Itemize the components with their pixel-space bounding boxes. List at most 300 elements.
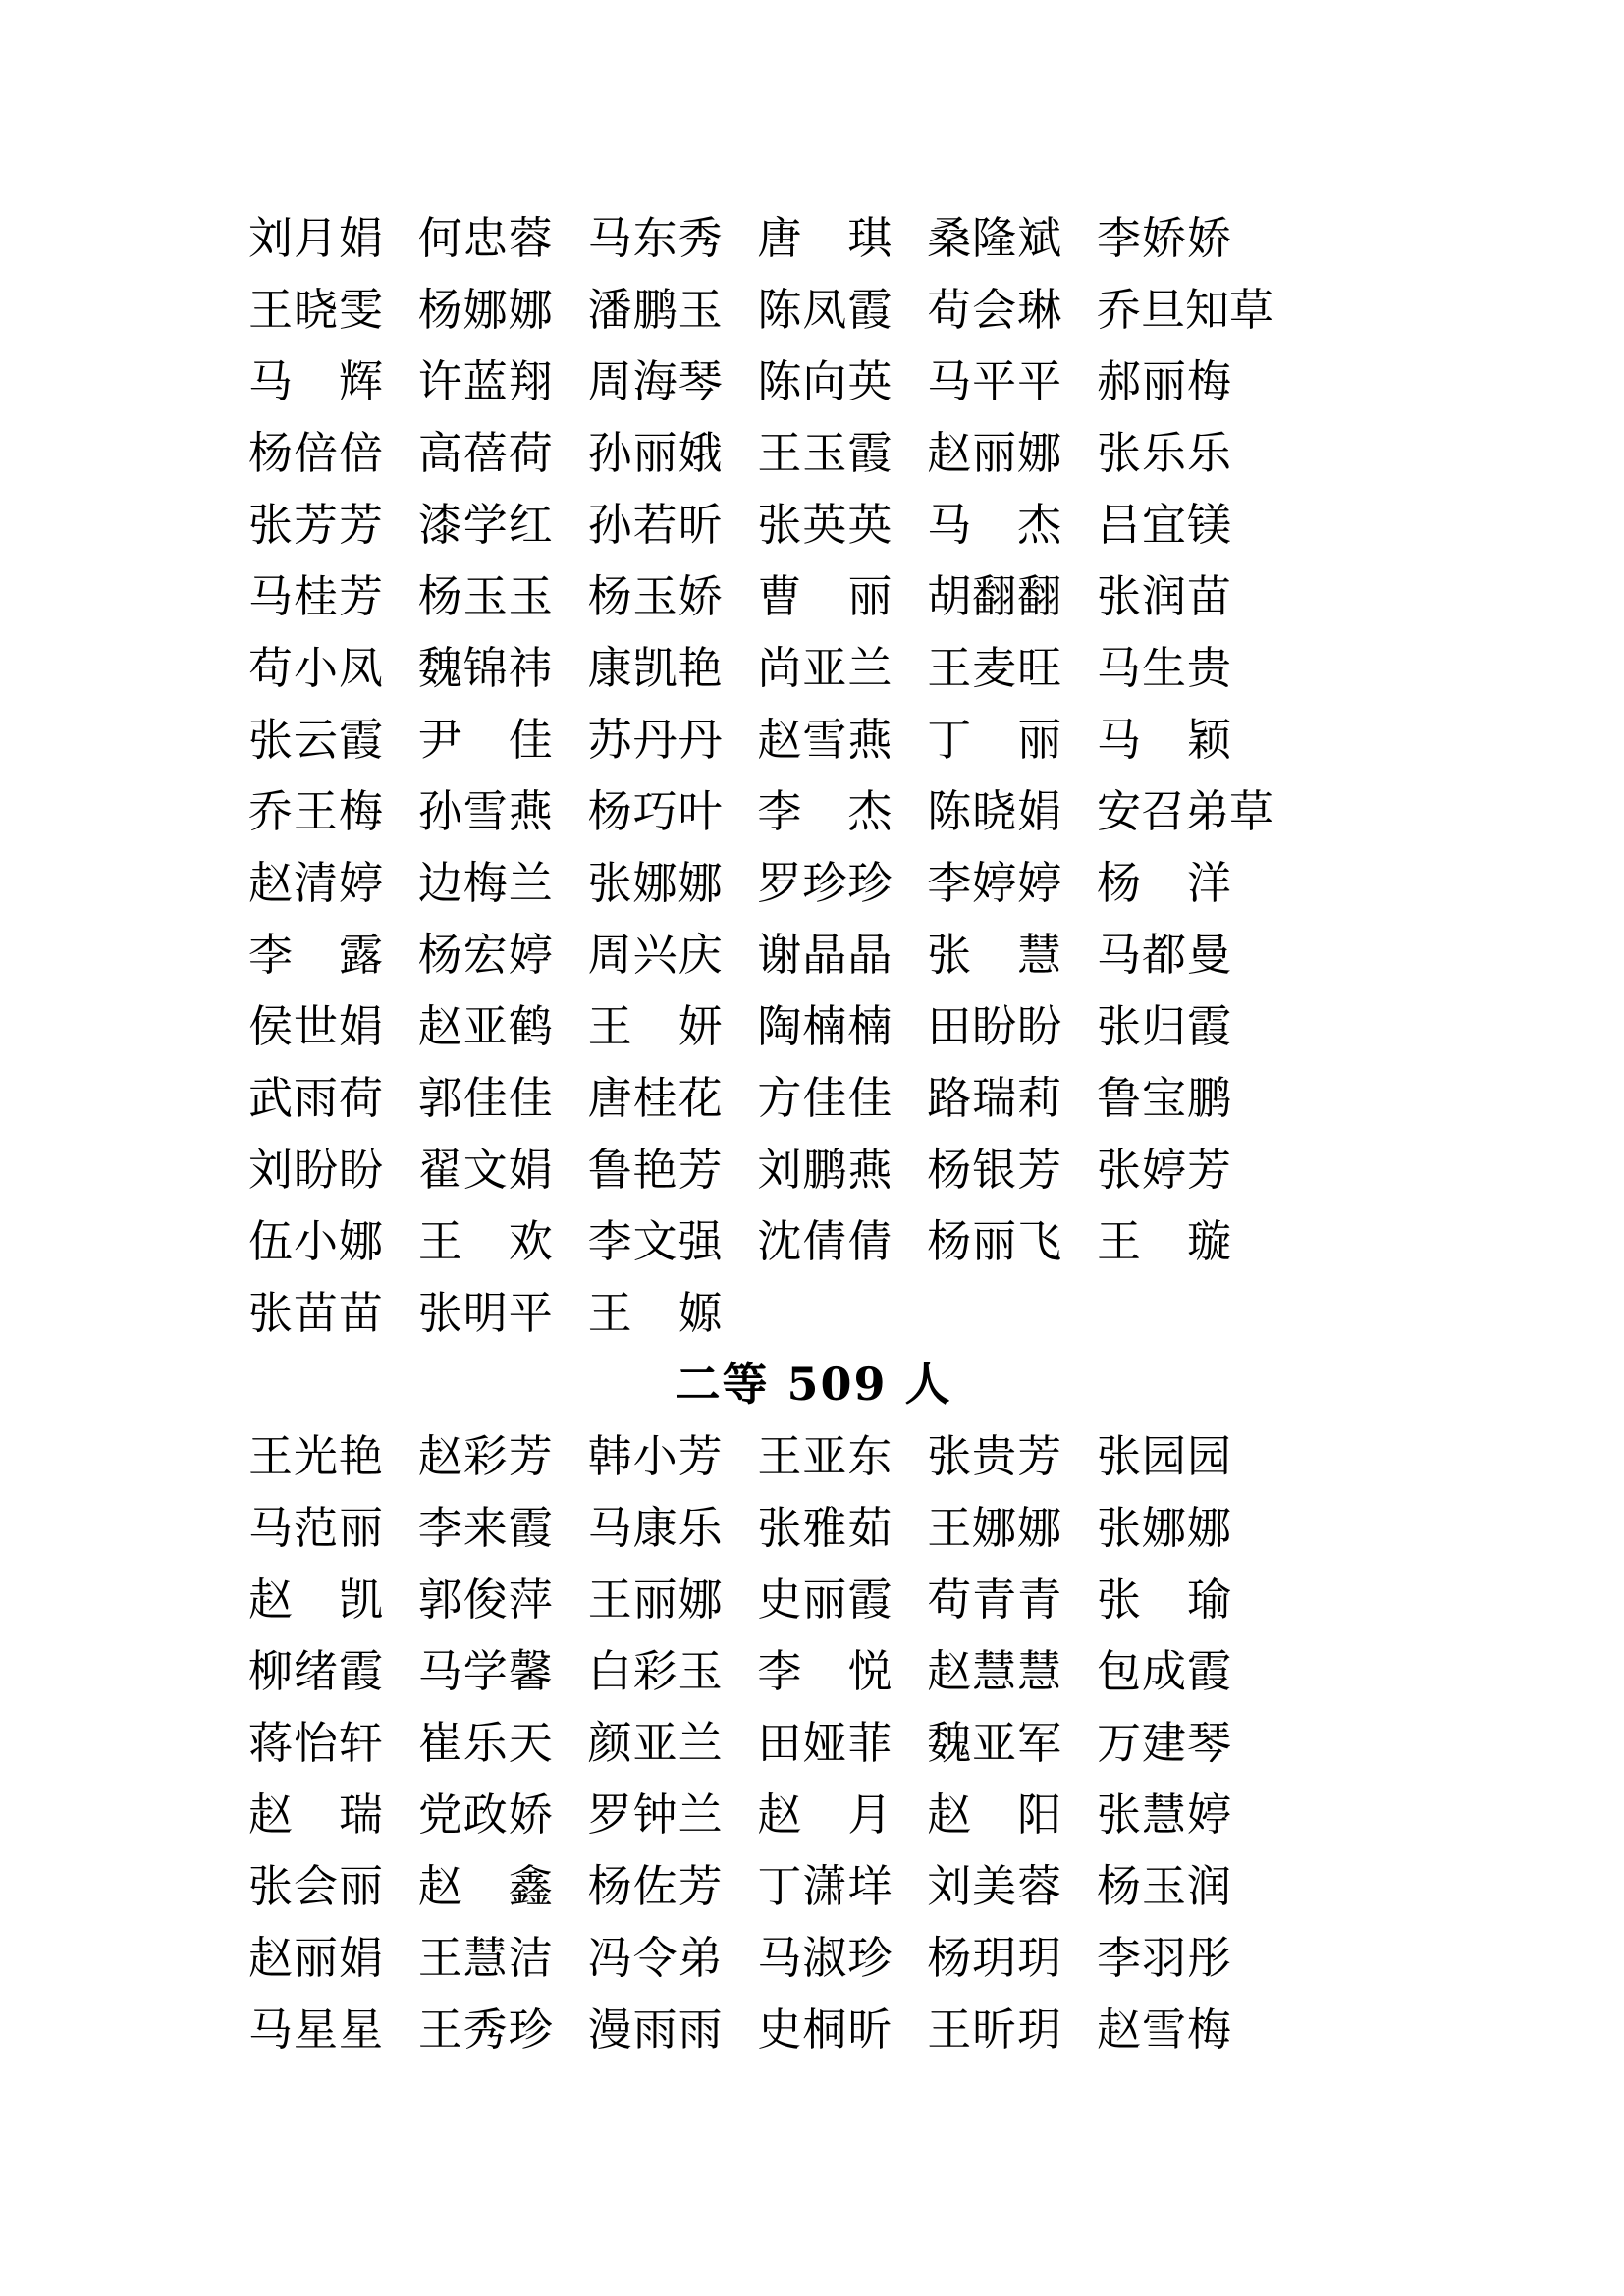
name-character: 乐: [462, 1717, 508, 1769]
name-character: 佐: [632, 1860, 677, 1912]
name-row: [248, 274, 1379, 346]
name-character: 佳: [508, 1072, 553, 1124]
name-character: 丽: [1017, 714, 1062, 766]
name-character: 英: [847, 499, 893, 551]
name-character: 镁: [1186, 499, 1231, 551]
name-character: 盼: [338, 1144, 383, 1196]
name-character: 张: [927, 929, 972, 981]
name-character: 潘: [587, 284, 632, 336]
person-name: [248, 1564, 383, 1635]
name-character: 马: [248, 355, 294, 407]
name-character: 茹: [847, 1502, 893, 1554]
name-character: 郭: [417, 1574, 462, 1626]
name-character: 彩: [632, 1645, 677, 1697]
name-character: 霞: [1186, 1000, 1231, 1052]
name-character: 苗: [1186, 570, 1231, 622]
name-character: 尚: [757, 642, 802, 694]
name-character: 桑: [927, 212, 972, 264]
person-name: [248, 990, 383, 1062]
name-character: 杨: [417, 284, 462, 336]
name-character: 田: [757, 1717, 802, 1769]
name-character: 盼: [972, 1000, 1017, 1052]
name-character: 芳: [1017, 1144, 1062, 1196]
name-character: 丽: [293, 1932, 338, 1984]
person-name: [248, 1994, 383, 2065]
name-character: 张: [1096, 1574, 1141, 1626]
person-name: [1097, 1564, 1231, 1635]
name-character: 赵: [248, 1574, 294, 1626]
name-character: 杨: [1096, 857, 1141, 909]
name-row: [248, 1492, 1379, 1564]
name-character: 小: [632, 1430, 677, 1482]
name-row: [248, 1850, 1379, 1922]
name-character: 东: [847, 1430, 893, 1482]
person-name: [757, 1922, 892, 1994]
name-character: 彤: [1186, 1932, 1231, 1984]
name-character: 盼: [293, 1144, 338, 1196]
name-character: 垟: [847, 1860, 893, 1912]
name-character: 王: [927, 642, 972, 694]
name-character: 王: [587, 1287, 632, 1339]
name-character: 桂: [293, 570, 338, 622]
person-name: [418, 561, 553, 632]
name-character: 昕: [677, 499, 723, 551]
name-character: 斌: [1017, 212, 1062, 264]
name-character: 婷: [972, 857, 1017, 909]
name-character: 芳: [338, 570, 383, 622]
name-character: 归: [1141, 1000, 1186, 1052]
name-character: 海: [632, 355, 677, 407]
name-character: 孙: [417, 785, 462, 837]
name-character: 倍: [338, 427, 383, 479]
name-character: 刘: [248, 1144, 294, 1196]
name-character: 娟: [338, 1000, 383, 1052]
name-character: 慧: [462, 1932, 508, 1984]
person-name: [757, 847, 892, 919]
name-character: 杨: [417, 929, 462, 981]
name-character: 杰: [1017, 499, 1062, 551]
person-name: [418, 1420, 553, 1492]
name-character: 来: [462, 1502, 508, 1554]
name-character: 杰: [847, 785, 893, 837]
name-character: 丹: [677, 714, 723, 766]
name-character: 英: [802, 499, 847, 551]
name-character: 祎: [508, 642, 553, 694]
name-character: 李: [248, 929, 294, 981]
person-name: [248, 1492, 383, 1564]
person-name: [418, 990, 553, 1062]
name-character: 漆: [417, 499, 462, 551]
name-character: 怡: [293, 1717, 338, 1769]
person-name: [927, 1707, 1061, 1779]
name-character: 马: [587, 212, 632, 264]
name-character: 蓉: [508, 212, 553, 264]
name-character: 玉: [508, 570, 553, 622]
person-name: [248, 847, 383, 919]
name-character: 弟: [677, 1932, 723, 1984]
name-row: [248, 1994, 1379, 2065]
name-character: 巧: [632, 785, 677, 837]
name-list: [248, 202, 1379, 2065]
name-character: 艳: [632, 1144, 677, 1196]
name-character: 玥: [1017, 1932, 1062, 1984]
name-character: 盼: [1017, 1000, 1062, 1052]
name-character: 丽: [632, 427, 677, 479]
name-character: 王: [417, 1215, 462, 1267]
name-character: 忠: [462, 212, 508, 264]
name-character: 旦: [1141, 284, 1186, 336]
name-character: 杨: [927, 1932, 972, 1984]
name-character: 宝: [1141, 1072, 1186, 1124]
name-character: 赵: [927, 1645, 972, 1697]
name-character: 蓝: [462, 355, 508, 407]
person-name: [588, 1564, 723, 1635]
person-name: [927, 1134, 1061, 1205]
name-character: 史: [757, 2003, 802, 2056]
name-character: 蒋: [248, 1717, 294, 1769]
name-character: 玉: [677, 284, 723, 336]
person-name: [757, 632, 892, 704]
person-name: [757, 1635, 892, 1707]
name-character: 马: [417, 1645, 462, 1697]
name-character: 军: [1017, 1717, 1062, 1769]
name-row: [248, 346, 1379, 417]
name-character: 凯: [338, 1574, 383, 1626]
person-name: [757, 1779, 892, 1850]
name-row: [248, 632, 1379, 704]
name-character: 罗: [757, 857, 802, 909]
person-name: [927, 1062, 1061, 1134]
name-character: 雯: [338, 284, 383, 336]
name-character: 世: [293, 1000, 338, 1052]
name-character: 都: [1141, 929, 1186, 981]
name-character: 玉: [1141, 1860, 1186, 1912]
name-character: 彩: [462, 1430, 508, 1482]
name-character: 珍: [847, 857, 893, 909]
name-character: 马: [1096, 714, 1141, 766]
person-name: [588, 1134, 723, 1205]
name-character: 丁: [757, 1860, 802, 1912]
person-name: [248, 1635, 383, 1707]
name-character: 倩: [802, 1215, 847, 1267]
person-name: [1097, 1779, 1231, 1850]
name-character: 张: [248, 1860, 294, 1912]
name-character: 玉: [802, 427, 847, 479]
name-character: 楠: [847, 1000, 893, 1052]
name-character: 范: [293, 1502, 338, 1554]
name-character: 润: [1141, 570, 1186, 622]
name-character: 赵: [248, 1789, 294, 1841]
person-name: [248, 1134, 383, 1205]
name-character: 晶: [802, 929, 847, 981]
name-character: 鹏: [802, 1144, 847, 1196]
name-character: 玉: [462, 570, 508, 622]
name-character: 娜: [677, 857, 723, 909]
name-character: 丽: [338, 1502, 383, 1554]
name-character: 慧: [972, 1645, 1017, 1697]
person-name: [757, 1134, 892, 1205]
name-character: 潇: [802, 1860, 847, 1912]
name-character: 俊: [462, 1574, 508, 1626]
person-name: [927, 346, 1061, 417]
name-character: 乐: [1141, 427, 1186, 479]
person-name: [588, 775, 723, 847]
name-row: [248, 489, 1379, 561]
name-character: 丽: [1141, 355, 1186, 407]
name-character: 艳: [338, 1430, 383, 1482]
name-character: 亚: [802, 1430, 847, 1482]
name-character: 党: [417, 1789, 462, 1841]
person-name: [248, 489, 383, 561]
name-character: 李: [417, 1502, 462, 1554]
person-name: [927, 1420, 1061, 1492]
name-character: 翔: [508, 355, 553, 407]
person-name: [248, 1420, 383, 1492]
name-character: 芳: [1186, 1144, 1231, 1196]
name-character: 小: [293, 642, 338, 694]
name-character: 琴: [1186, 1717, 1231, 1769]
name-character: 康: [632, 1502, 677, 1554]
name-character: 梅: [338, 785, 383, 837]
name-character: 马: [587, 1502, 632, 1554]
name-character: 杨: [927, 1215, 972, 1267]
name-character: 张: [248, 714, 294, 766]
person-name: [418, 919, 553, 990]
name-character: 旺: [1017, 642, 1062, 694]
person-name: [1097, 561, 1231, 632]
name-character: 兰: [508, 857, 553, 909]
name-character: 欢: [508, 1215, 553, 1267]
name-character: 杨: [417, 570, 462, 622]
name-character: 刘: [248, 212, 294, 264]
person-name: [1097, 274, 1273, 346]
name-character: 陈: [757, 355, 802, 407]
person-name: [927, 847, 1061, 919]
name-character: 艳: [677, 642, 723, 694]
section-heading: 二等 509 人: [675, 1358, 952, 1411]
name-character: 琴: [677, 355, 723, 407]
person-name: [1097, 775, 1273, 847]
name-character: 史: [757, 1574, 802, 1626]
name-row: [248, 202, 1379, 274]
name-character: 尹: [417, 714, 462, 766]
name-character: 隆: [972, 212, 1017, 264]
person-name: [927, 1205, 1061, 1277]
name-character: 婷: [508, 929, 553, 981]
name-character: 霞: [847, 284, 893, 336]
name-character: 洁: [508, 1932, 553, 1984]
name-character: 王: [757, 427, 802, 479]
name-character: 冯: [587, 1932, 632, 1984]
name-character: 赵: [927, 427, 972, 479]
name-character: 霞: [1186, 1645, 1231, 1697]
name-character: 田: [927, 1000, 972, 1052]
name-character: 倩: [847, 1215, 893, 1267]
person-name: [927, 202, 1061, 274]
person-name: [927, 1635, 1061, 1707]
name-character: 雨: [293, 1072, 338, 1124]
person-name: [757, 417, 892, 489]
name-character: 昕: [972, 2003, 1017, 2056]
person-name: [588, 561, 723, 632]
person-name: [248, 775, 383, 847]
name-character: 张: [248, 1287, 294, 1339]
person-name: [927, 561, 1061, 632]
person-name: [1097, 1635, 1231, 1707]
name-character: 乐: [1186, 427, 1231, 479]
name-character: 鑫: [508, 1860, 553, 1912]
person-name: [248, 417, 383, 489]
name-character: 张: [1096, 1144, 1141, 1196]
name-character: 莉: [1017, 1072, 1062, 1124]
name-character: 芳: [677, 1860, 723, 1912]
name-character: 张: [587, 857, 632, 909]
name-character: 马: [248, 1502, 294, 1554]
name-character: 秀: [677, 212, 723, 264]
name-character: 马: [1096, 929, 1141, 981]
person-name: [757, 1062, 892, 1134]
name-character: 张: [757, 499, 802, 551]
person-name: [757, 1707, 892, 1779]
name-character: 亚: [972, 1717, 1017, 1769]
name-character: 佳: [847, 1072, 893, 1124]
name-character: 燕: [847, 714, 893, 766]
name-character: 鲁: [587, 1144, 632, 1196]
person-name: [757, 489, 892, 561]
name-character: 张: [757, 1502, 802, 1554]
name-character: 霞: [847, 1574, 893, 1626]
person-name: [588, 346, 723, 417]
person-name: [588, 704, 723, 775]
name-character: 马: [248, 570, 294, 622]
name-character: 万: [1096, 1717, 1141, 1769]
name-character: 月: [293, 212, 338, 264]
name-character: 娜: [1017, 1502, 1062, 1554]
name-character: 杨: [927, 1144, 972, 1196]
person-name: [418, 1564, 553, 1635]
person-name: [1097, 1205, 1231, 1277]
name-character: 令: [632, 1932, 677, 1984]
person-name: [1097, 704, 1231, 775]
name-character: 成: [1141, 1645, 1186, 1697]
person-name: [1097, 202, 1231, 274]
person-name: [588, 1635, 723, 1707]
name-character: 郝: [1096, 355, 1141, 407]
person-name: [418, 1707, 553, 1779]
person-name: [757, 919, 892, 990]
name-character: 学: [462, 499, 508, 551]
name-row: [248, 847, 1379, 919]
person-name: [248, 202, 383, 274]
person-name: [757, 1850, 892, 1922]
name-character: 妍: [677, 1000, 723, 1052]
name-character: 李: [927, 857, 972, 909]
person-name: [588, 1062, 723, 1134]
name-character: 青: [1017, 1574, 1062, 1626]
name-character: 草: [1229, 284, 1274, 336]
name-row: [248, 417, 1379, 489]
name-character: 康: [587, 642, 632, 694]
name-character: 高: [417, 427, 462, 479]
person-name: [1097, 1707, 1231, 1779]
name-character: 鹏: [632, 284, 677, 336]
name-character: 张: [1096, 570, 1141, 622]
name-character: 文: [462, 1144, 508, 1196]
person-name: [248, 346, 383, 417]
person-name: [418, 1277, 553, 1349]
name-character: 孙: [587, 427, 632, 479]
name-character: 沈: [757, 1215, 802, 1267]
person-name: [248, 1779, 383, 1850]
person-name: [757, 1564, 892, 1635]
name-character: 丽: [972, 427, 1017, 479]
person-name: [927, 990, 1061, 1062]
name-character: 叶: [677, 785, 723, 837]
name-character: 燕: [508, 785, 553, 837]
name-character: 平: [508, 1287, 553, 1339]
name-character: 唐: [587, 1072, 632, 1124]
name-character: 燕: [847, 1144, 893, 1196]
name-character: 蓉: [1017, 1860, 1062, 1912]
name-row: [248, 1134, 1379, 1205]
name-character: 赵: [927, 1789, 972, 1841]
name-character: 花: [677, 1072, 723, 1124]
name-character: 贵: [1186, 642, 1231, 694]
person-name: [248, 561, 383, 632]
name-row: [248, 1564, 1379, 1635]
name-character: 胡: [927, 570, 972, 622]
person-name: [1097, 1492, 1231, 1564]
name-character: 玥: [972, 1932, 1017, 1984]
name-character: 会: [293, 1860, 338, 1912]
name-character: 园: [1186, 1430, 1231, 1482]
name-character: 方: [757, 1072, 802, 1124]
person-name: [418, 1062, 553, 1134]
person-name: [757, 1994, 892, 2065]
person-name: [418, 1850, 553, 1922]
person-name: [418, 775, 553, 847]
name-character: 雅: [802, 1502, 847, 1554]
name-row: [248, 1707, 1379, 1779]
person-name: [757, 274, 892, 346]
name-character: 赵: [417, 1000, 462, 1052]
name-character: 苏: [587, 714, 632, 766]
name-character: 梅: [1186, 355, 1231, 407]
person-name: [757, 1205, 892, 1277]
name-character: 兰: [677, 1717, 723, 1769]
person-name: [418, 847, 553, 919]
name-character: 王: [927, 1502, 972, 1554]
name-character: 娜: [972, 1502, 1017, 1554]
name-character: 张: [1096, 1502, 1141, 1554]
person-name: [588, 1205, 723, 1277]
name-character: 王: [417, 1932, 462, 1984]
name-character: 娟: [338, 212, 383, 264]
name-character: 李: [587, 1215, 632, 1267]
name-character: 兰: [677, 1789, 723, 1841]
name-character: 天: [508, 1717, 553, 1769]
person-name: [588, 1707, 723, 1779]
name-character: 杨: [587, 570, 632, 622]
name-character: 苟: [927, 284, 972, 336]
name-character: 娜: [1141, 1502, 1186, 1554]
person-name: [927, 417, 1061, 489]
name-character: 鲁: [1096, 1072, 1141, 1124]
name-character: 政: [462, 1789, 508, 1841]
name-character: 翻: [1017, 570, 1062, 622]
name-character: 娟: [1017, 785, 1062, 837]
name-character: 娇: [508, 1789, 553, 1841]
